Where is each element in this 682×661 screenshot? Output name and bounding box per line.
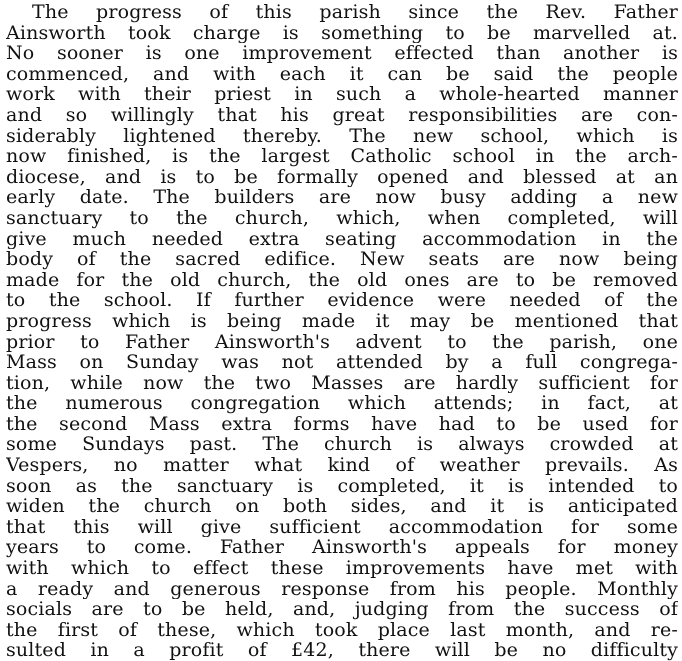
article-line: sanctuary to the church, which, when completed, will: [6, 207, 678, 229]
article-column: [6, 2, 678, 661]
article-line: widen the church on both sides, and it is anticipated: [6, 496, 678, 517]
article-line: give much needed extra seating accommodation in the: [6, 228, 678, 250]
article-line: and so willingly that his great responsibilities are con-: [6, 104, 678, 126]
article-line: commenced, and with each it can be said the people: [6, 63, 678, 85]
article-line: work with their priest in such a whole-hearted manner: [6, 84, 678, 105]
article-line: to the school. If further evidence were needed of the: [6, 290, 678, 311]
article-line: that this will give sufficient accommodation for some: [6, 516, 678, 538]
article-line: early date. The builders are now busy adding a new: [6, 187, 678, 208]
article-line: siderably lightened thereby. The new school, which is: [6, 125, 678, 147]
article-line: Vespers, no matter what kind of weather prevails. As: [6, 455, 678, 476]
article-line: socials are to be held, and, judging from the success of: [6, 599, 678, 620]
article-line: years to come. Father Ainsworth's appeals for money: [6, 537, 678, 559]
article-line: sulted in a profit of £42, there will be no difficulty: [6, 640, 678, 661]
article-line: with which to effect these improvements have met with: [6, 558, 678, 579]
article-line: diocese, and is to be formally opened and blessed at an: [6, 166, 678, 188]
article-line: the first of these, which took place last month, and re-: [6, 619, 678, 641]
article-line: body of the sacred edifice. New seats are now being: [6, 249, 678, 270]
article-line: tion, while now the two Masses are hardly sufficient for: [6, 372, 678, 394]
article-line: Mass on Sunday was not attended by a full congrega-: [6, 352, 678, 373]
article-line: now finished, is the largest Catholic school in the arch-: [6, 146, 678, 167]
article-line: the numerous congregation which attends; in fact, at: [6, 393, 678, 414]
article-line: soon as the sanctuary is completed, it is intended to: [6, 475, 678, 497]
article-line: a ready and generous response from his people. Monthly: [6, 578, 678, 600]
article-line: No sooner is one improvement effected than another is: [6, 43, 678, 64]
article-line: The progress of this parish since the Rev. Father: [32, 2, 678, 23]
article-line: prior to Father Ainsworth's advent to the parish, one: [6, 331, 678, 353]
article-line: some Sundays past. The church is always crowded at: [6, 434, 678, 456]
article-line: the second Mass extra forms have had to be used for: [6, 413, 678, 435]
article-line: Ainsworth took charge is something to be marvelled at.: [6, 22, 678, 44]
article-line: progress which is being made it may be mentioned that: [6, 310, 678, 332]
article-line: made for the old church, the old ones are to be removed: [6, 269, 678, 291]
